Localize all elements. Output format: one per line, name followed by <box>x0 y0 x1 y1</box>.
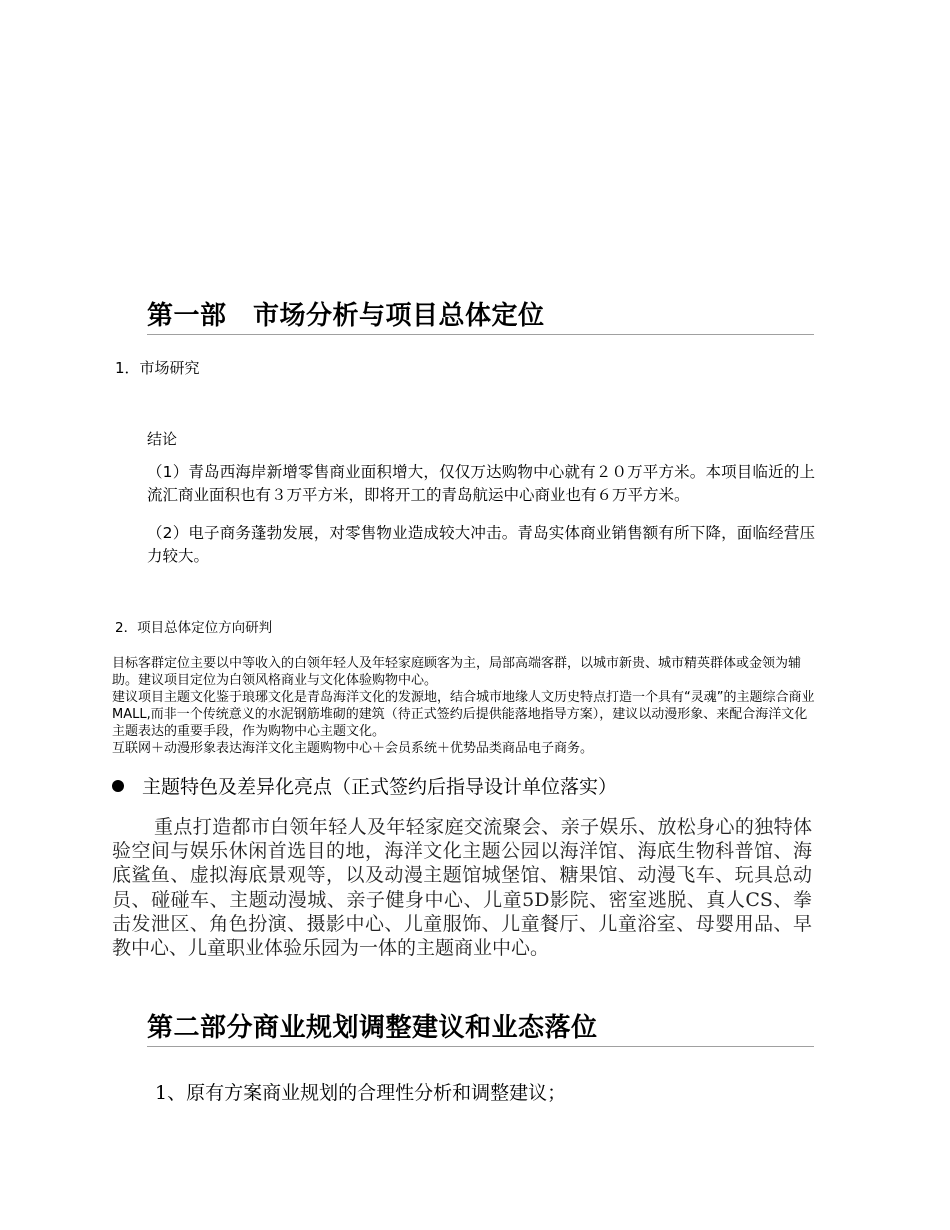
conclusion-point-1: （1）青岛西海岸新增零售商业面积增大，仅仅万达购物中心就有２０万平方米。本项目临近的上流汇商业面积也有３万平方米，即将开工的青岛航运中心商业也有６万平方米。 <box>147 463 815 504</box>
part2-item-1 <box>155 1078 566 1105</box>
theme-body: 重点打造都市白领年轻人及年轻家庭交流聚会、亲子娱乐、放松身心的独特体验空间与娱乐休闲首选目的地，海洋文化主题公园以海洋馆、海底生物科普馆、海底鲨鱼、虚拟海底景观等，以及动漫主题馆城堡馆、糖果馆、动漫飞车、玩具总动员、碰碰车、主题动漫城、亲子健身中心、儿童5D影院、密室逃脱、真人CS、拳击发泄区、角色扮演、摄影中心、儿童服饰、儿童餐厅、儿童浴室、母婴用品、早教中心、儿童职业体验乐园为一体的主题商业中心。 <box>112 816 812 960</box>
part2-title: 第二部分商业规划调整建议和业态落位 <box>147 1014 814 1047</box>
theme-bullet <box>112 772 617 799</box>
positioning-line-1: 目标客群定位主要以中等收入的白领年轻人及年轻家庭顾客为主，局部高端客群，以城市新贵、城市精英群体或金领为辅助。建议项目定位为白领风格商业与文化体验购物中心。 <box>112 656 802 688</box>
positioning-text <box>112 655 816 757</box>
positioning-line-2: 建议项目主题文化鉴于琅琊文化是青岛海洋文化的发源地，结合城市地缘人文历史特点打造一个具有“灵魂”的主题综合商业 MALL,而非一个传统意义的水泥钢筋堆砌的建筑（待正式签约后提供能落地指导方案），建议以动漫形象、来配合海洋文化主题表达的重要手段，作为购物中心主题文化。 <box>112 690 815 739</box>
section2-heading: 2．项目总体定位方向研判 <box>115 620 273 636</box>
conclusion-point-2: （2）电子商务蓬勃发展，对零售物业造成较大冲击。青岛实体商业销售额有所下降，面临经营压力较大。 <box>147 524 815 565</box>
conclusion-label: 结论 <box>147 430 178 448</box>
section1-heading: 1．市场研究 <box>115 359 200 377</box>
part2-item-1-text: 、原有方案商业规划的合理性分析和调整建议； <box>167 1082 567 1104</box>
theme-bullet-title: 主题特色及差异化亮点（正式签约后指导设计单位落实） <box>142 776 618 798</box>
part2-item-1-number: 1 <box>155 1082 168 1104</box>
bullet-dot-icon <box>112 780 124 792</box>
positioning-line-3: 互联网＋动漫形象表达海洋文化主题购物中心＋会员系统＋优势品类商品电子商务。 <box>112 741 594 756</box>
part1-title: 第一部 市场分析与项目总体定位 <box>147 302 814 335</box>
